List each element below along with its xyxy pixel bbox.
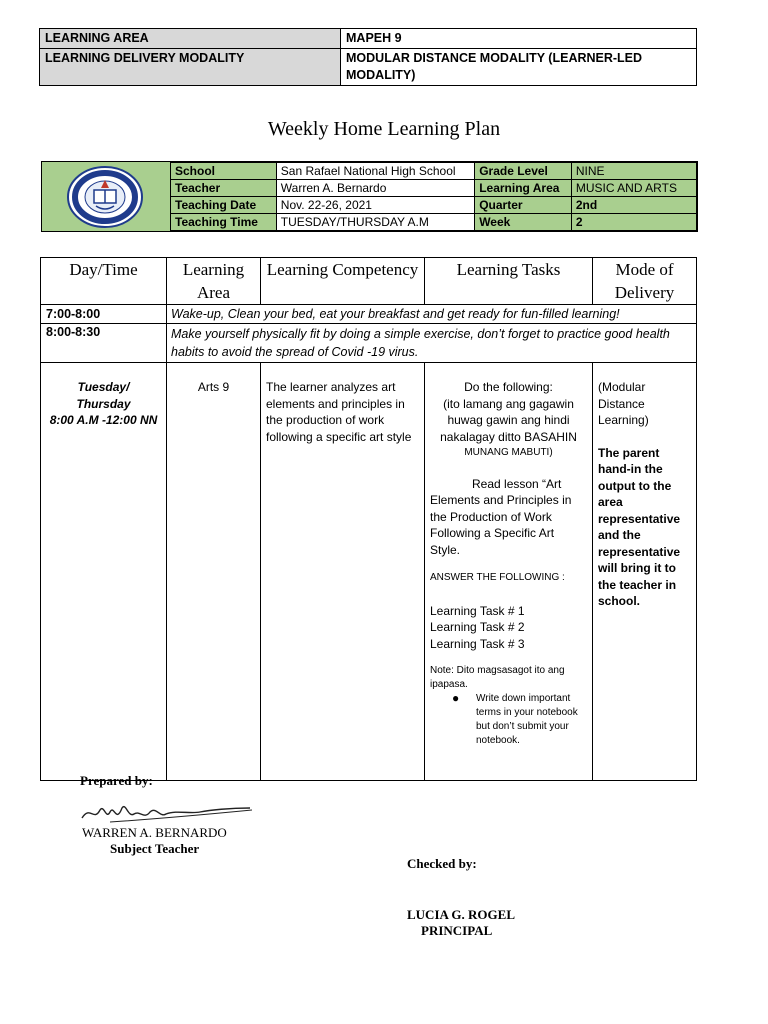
- school-seal-icon: [66, 166, 144, 228]
- date-value: Nov. 22-26, 2021: [276, 197, 474, 214]
- day-time-text: 8:00 A.M -12:00 NN: [49, 413, 158, 427]
- delivery-cell: [593, 363, 697, 781]
- plan-table: [40, 257, 697, 781]
- mode-text-2: The parent hand-in the output to the area representative and the representative will bring it to the teacher in school.: [598, 445, 681, 608]
- learning-task-3: Learning Task # 3: [430, 636, 525, 651]
- area-value: MUSIC AND ARTS: [571, 180, 696, 197]
- prepared-name: WARREN A. BERNARDO: [82, 825, 227, 840]
- day-text: Tuesday/ Thursday: [76, 380, 131, 411]
- learning-area-value: MAPEH 9: [341, 29, 697, 49]
- time-label: Teaching Time: [171, 214, 277, 231]
- modality-label: LEARNING DELIVERY MODALITY: [40, 49, 341, 86]
- row-text-1: Wake-up, Clean your bed, eat your breakfast and get ready for fun-filled learning!: [167, 305, 697, 324]
- info-box: [41, 161, 698, 232]
- modality-value: MODULAR DISTANCE MODALITY (LEARNER-LED MODALITY): [341, 49, 697, 86]
- area-cell: Arts 9: [167, 363, 261, 781]
- row-time-1: 7:00-8:00: [41, 305, 167, 324]
- time-value: TUESDAY/THURSDAY A.M: [276, 214, 474, 231]
- task-note: Note: Dito magsasagot ito ang ipapasa.: [430, 665, 565, 690]
- prepared-title: Subject Teacher: [110, 841, 200, 856]
- task-instruction-small: MUNANG MABUTI): [464, 447, 553, 458]
- quarter-label: Quarter: [475, 197, 572, 214]
- info-table: [170, 162, 697, 231]
- learning-task-1: Learning Task # 1: [430, 603, 525, 618]
- learning-area-label: LEARNING AREA: [40, 29, 341, 49]
- prepared-by-label: Prepared by:: [80, 773, 153, 788]
- col-header-daytime: Day/Time: [41, 258, 167, 305]
- week-value: 2: [571, 214, 696, 231]
- row-text-2: Make yourself physically fit by doing a simple exercise, don’t forget to practice good health habits to avoid the spread of Covid -19 virus.: [167, 324, 697, 363]
- task-bullet: [430, 692, 587, 748]
- col-header-tasks: Learning Tasks: [425, 258, 593, 305]
- col-header-competency: Learning Competency: [261, 258, 425, 305]
- task-read: Read lesson “Art Elements and Principles in the Production of Work Following a Specific Art Style.: [430, 476, 572, 557]
- competency-cell: The learner analyzes art elements and principles in the production of work following a specific art style: [261, 363, 425, 781]
- task-do-following: Do the following:: [464, 380, 553, 394]
- col-header-area: Learning Area: [167, 258, 261, 305]
- col-header-delivery: Mode of Delivery: [593, 258, 697, 305]
- checked-name: LUCIA G. ROGEL: [407, 907, 515, 922]
- header-table: [39, 28, 697, 86]
- teacher-label: Teacher: [171, 180, 277, 197]
- task-instruction: (ito lamang ang gagawin huwag gawin ang hindi nakalagay ditto BASAHIN: [440, 396, 577, 444]
- date-label: Teaching Date: [171, 197, 277, 214]
- checked-by-label: Checked by:: [407, 856, 477, 871]
- page-title: Weekly Home Learning Plan: [267, 118, 501, 140]
- area-label: Learning Area: [475, 180, 572, 197]
- week-label: Week: [475, 214, 572, 231]
- task-answer: ANSWER THE FOLLOWING :: [430, 572, 565, 583]
- mode-text-1: (Modular Distance Learning): [598, 380, 649, 427]
- school-value: San Rafael National High School: [276, 163, 474, 180]
- grade-value: NINE: [571, 163, 696, 180]
- teacher-value: Warren A. Bernardo: [276, 180, 474, 197]
- row-time-2: 8:00-8:30: [41, 324, 167, 363]
- tasks-cell: [425, 363, 593, 781]
- bullet-icon: ●: [452, 691, 460, 705]
- school-label: School: [171, 163, 277, 180]
- quarter-value: 2nd: [571, 197, 696, 214]
- task-bullet-text: Write down important terms in your notebook but don’t submit your notebook.: [476, 693, 578, 746]
- learning-task-2: Learning Task # 2: [430, 620, 525, 634]
- day-cell: [41, 363, 167, 781]
- checked-title: PRINCIPAL: [421, 923, 493, 938]
- grade-label: Grade Level: [475, 163, 572, 180]
